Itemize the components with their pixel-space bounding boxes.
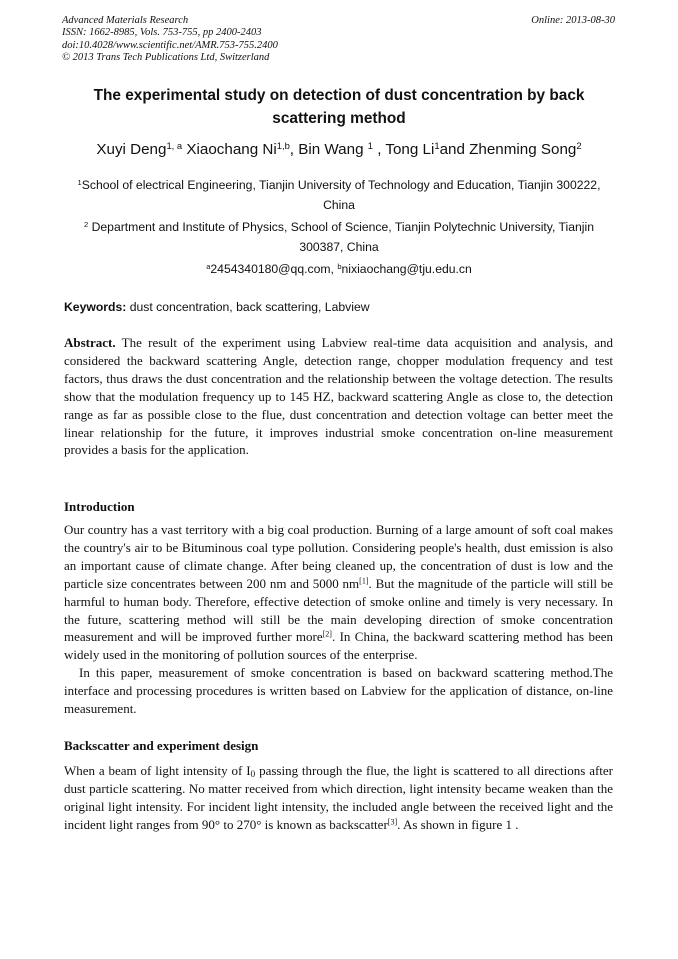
online-date: Online: 2013-08-30 [531,15,615,26]
email-a: 2454340180@qq.com, [210,262,338,276]
abstract-label: Abstract. [64,335,116,350]
keywords-label: Keywords: [64,300,127,314]
email-b: nixiaochang@tju.edu.cn [341,262,472,276]
section-heading-introduction: Introduction [64,499,135,514]
backscatter-body [64,762,613,834]
paragraph: In this paper, measurement of smoke concentration is based on backward scattering method.The interface and processing procedures is written based on Labview for the application of distance, on-line measurement. [64,665,613,717]
email-sup: b [337,261,342,271]
abstract [64,334,613,459]
author-name: , Bin Wang [289,141,368,158]
author-sup: 1,b [276,139,290,151]
keywords-text: dust concentration, back scattering, Labview [126,300,370,314]
issn-line: ISSN: 1662-8985, Vols. 753-755, pp 2400-2403 [62,27,262,39]
author-name: and Zhenming Song [439,141,577,158]
author-sup: 2 [576,139,582,151]
paragraph [64,521,613,664]
author-list [62,140,616,160]
citation-ref: [3] [387,817,398,827]
affiliation-sup: 2 [84,219,89,229]
author-name: Xuyi Deng [96,141,167,158]
keywords [64,298,370,317]
affiliation-text: Department and Institute of Physics, School of Science, Tianjin Polytechnic University, Tianjin 300387, China [88,220,594,254]
paragraph-text: . In China, the backward scattering method has been widely used in the monitoring of pollution sources of the enterprise. [64,629,613,663]
journal-header [62,15,278,65]
section-heading-backscatter: Backscatter and experiment design [64,738,259,753]
email-sup: a [206,261,211,271]
author-sup: 1 [367,139,373,151]
affiliation-sup: 1 [77,177,82,187]
author-sup: 1, a [166,139,183,151]
author-sup: 1 [434,139,440,151]
paragraph-text: When a beam of light intensity of I [64,763,251,778]
affiliation-1 [62,176,616,215]
paragraph-text: . But the magnitude of the particle will still be harmful to human body. Therefore, effective detection of smoke online and timely is very necessary. In the future, scattering method will still be the main developing direction of smoke concentration measurement and will be improved further more [64,575,613,645]
introduction-body [64,521,613,718]
copyright-line: © 2013 Trans Tech Publications Ltd, Switzerland [62,52,270,64]
author-emails [62,260,616,279]
abstract-text: The result of the experiment using Labview real-time data acquisition and analysis, and considered the backward scattering Angle, detection range, chopper modulation frequency and test factors, thus draws the dust concentration and the relationship between the voltage detection. The results show that the modulation frequency up to 145 HZ, backward scattering Angle as close to, the detection range as far as possible close to the flue, dust concentration and detection voltage can better meet the linear relationship for the future, it improves industrial smoke concentration on-line measurement provides a basis for the application. [64,335,613,458]
paragraph-text: Our country has a vast territory with a big coal production. Burning of a large amount of soft coal makes the country's air to be Bituminous coal type pollution. Considering people's health, dust emission is also an important cause of climate change. After being cleaned up, the concentration of dust is low and the particle size concentrates between 200 nm and 5000 nm [64,522,613,591]
affiliation-2 [62,218,616,257]
author-name: Xiaochang Ni [182,141,277,158]
subscript: 0 [250,769,256,780]
paragraph-text: passing through the flue, the light is scattered to all directions after dust particle scattering. No matter received from which direction, light intensity became weaken than the original light intensity. For incident light intensity, the included angle between the received light and the incident light ranges from 90° to 270° is known as backscatter [64,763,614,832]
doi-line: doi:10.4028/www.scientific.net/AMR.753-755.2400 [62,39,278,51]
citation-ref: [1] [359,576,369,586]
paragraph-text: . As shown in figure 1 . [397,816,519,832]
affiliation-text: School of electrical Engineering, Tianjin University of Technology and Education, Tianjin 300222, China [81,178,601,212]
author-name: , Tong Li [372,141,435,158]
paper-title: The experimental study on detection of dust concentration by back scattering method [93,87,585,127]
journal-name: Advanced Materials Research [62,15,189,26]
citation-ref: [2] [322,630,332,640]
